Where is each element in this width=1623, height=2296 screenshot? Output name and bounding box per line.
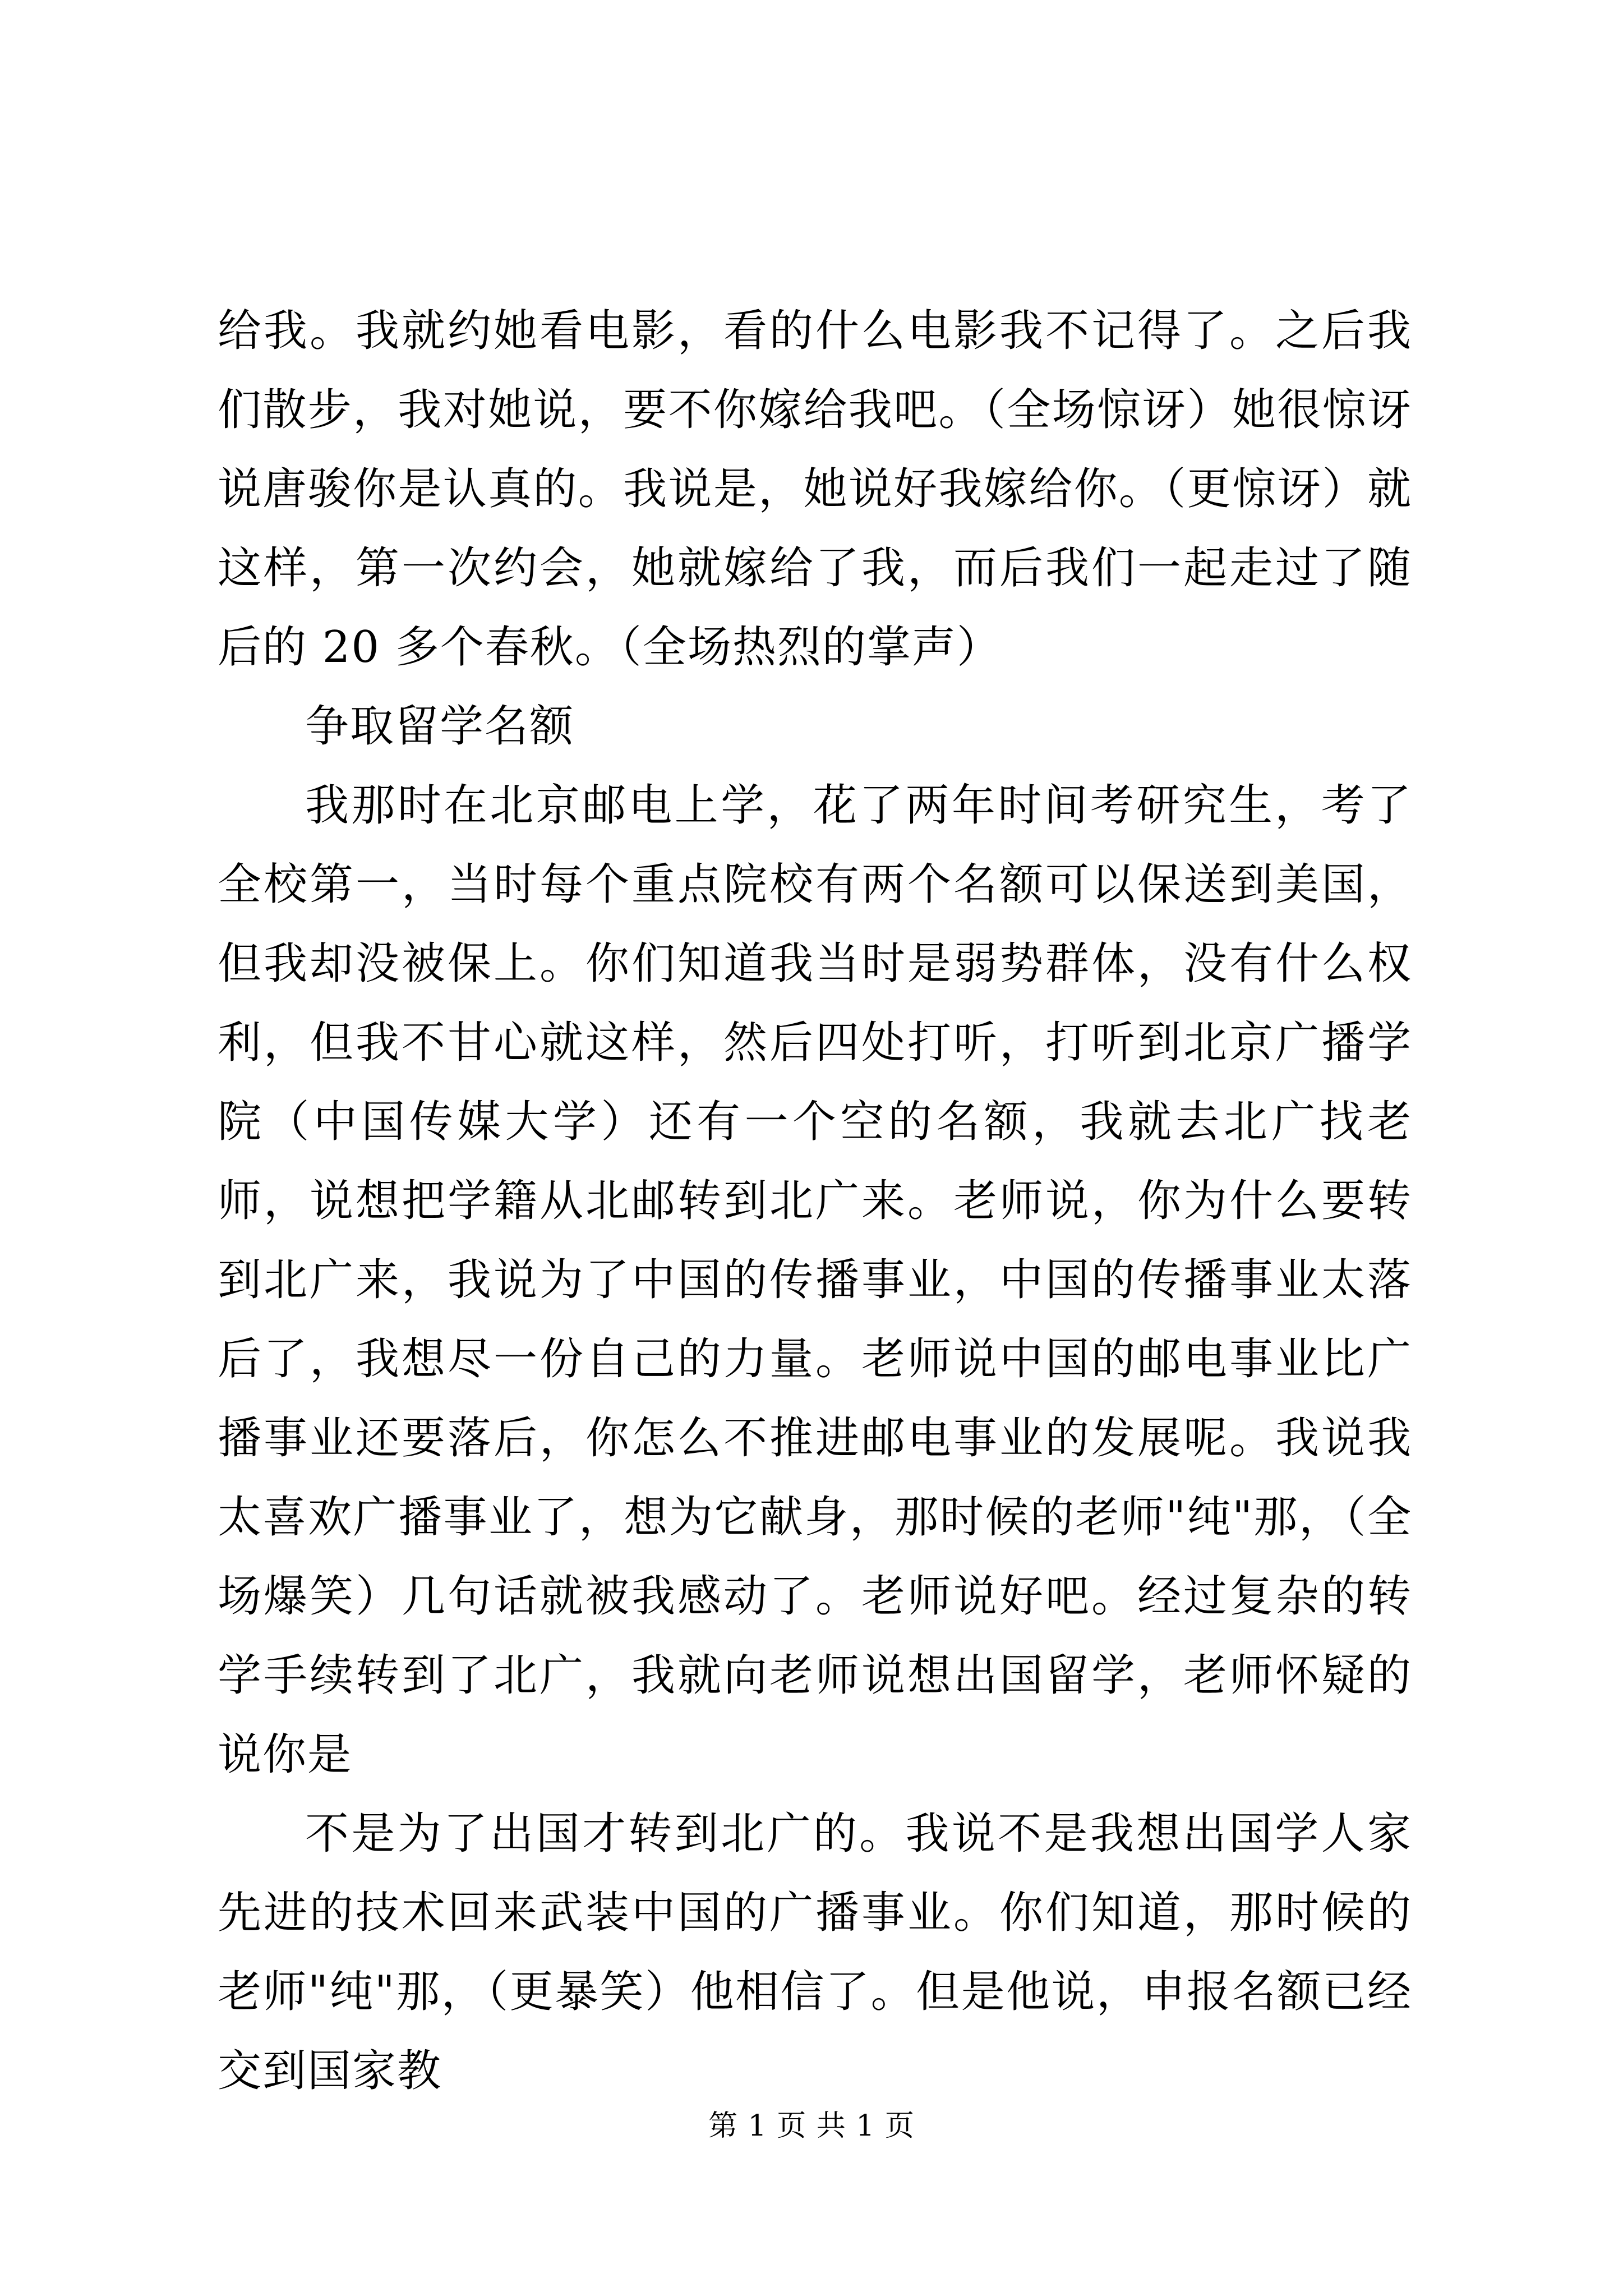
section-heading: 争取留学名额 <box>305 701 575 752</box>
paragraph-1: 给我。我就约她看电影，看的什么电影我不记得了。之后我们散步，我对她说，要不你嫁给我吧。（全场惊讶）她很惊讶说唐骏你是认真的。我说是，她说好我嫁给你。（更惊讶）就这样，第一次约会，她就嫁给了我，而后我们一起走过了随后的 20 多个春秋。（全场热烈的掌声） <box>218 306 1412 673</box>
paragraph-2: 我那时在北京邮电上学，花了两年时间考研究生，考了全校第一，当时每个重点院校有两个名额可以保送到美国，但我却没被保上。你们知道我当时是弱势群体，没有什么权利，但我不甘心就这样，然后四处打听，打听到北京广播学院（中国传媒大学）还有一个空的名额，我就去北广找老师，说想把学籍从北邮转到北广来。老师说，你为什么要转到北广来，我说为了中国的传播事业，中国的传播事业太落后了，我想尽一份自己的力量。老师说中国的邮电事业比广播事业还要落后，你怎么不推进邮电事业的发展呢。我说我太喜欢广播事业了，想为它献身，那时候的老师"纯"那，（全场爆笑）几句话就被我感动了。老师说好吧。经过复杂的转学手续转到了北广，我就向老师说想出国留学，老师怀疑的说你是 <box>218 780 1412 1780</box>
paragraph-3: 不是为了出国才转到北广的。我说不是我想出国学人家先进的技术回来武装中国的广播事业。你们知道，那时候的老师"纯"那，（更暴笑）他相信了。但是他说，申报名额已经交到国家教 <box>218 1809 1412 2096</box>
page-footer: 第 1 页 共 1 页 <box>708 2109 915 2143</box>
document-body <box>218 292 1412 2111</box>
